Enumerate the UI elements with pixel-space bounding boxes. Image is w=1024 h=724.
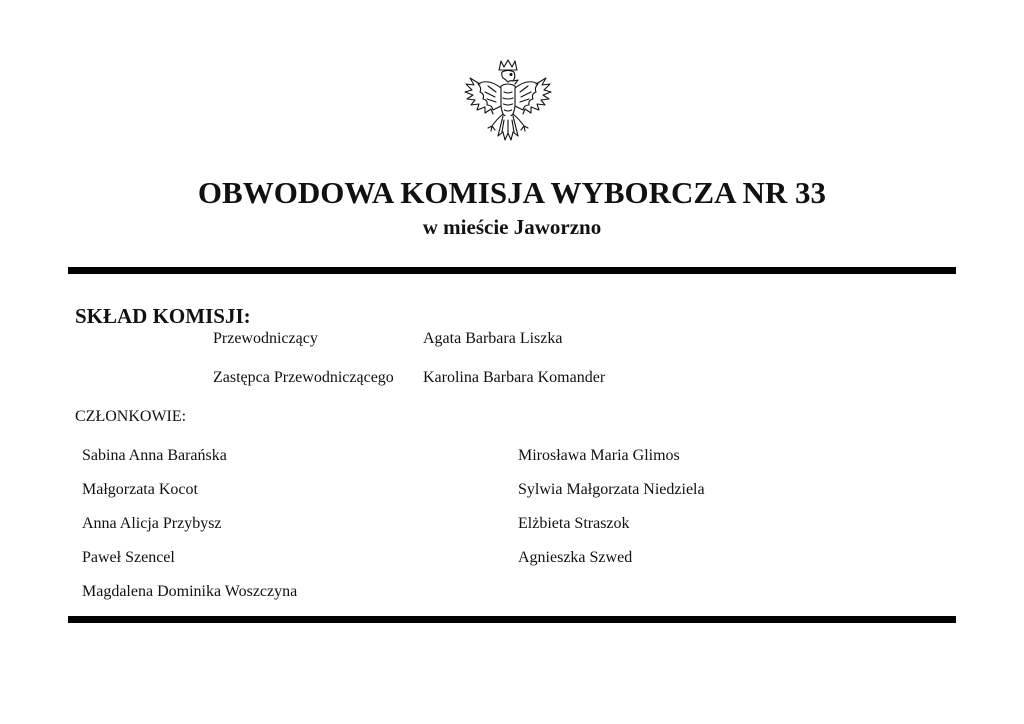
- member-name: Sylwia Małgorzata Niedziela: [518, 481, 705, 498]
- members-heading: CZŁONKOWIE:: [75, 408, 187, 425]
- role-person: Agata Barbara Liszka: [423, 330, 563, 347]
- member-name: Paweł Szencel: [82, 549, 175, 566]
- role-row-deputy-chair: [0, 367, 1024, 389]
- member-name: Anna Alicja Przybysz: [82, 515, 222, 532]
- polish-eagle-emblem-icon: [458, 58, 558, 158]
- member-name: Agnieszka Szwed: [518, 549, 633, 566]
- document-title: OBWODOWA KOMISJA WYBORCZA NR 33: [197, 175, 827, 210]
- top-divider: [68, 267, 956, 274]
- member-name: Elżbieta Straszok: [518, 515, 630, 532]
- document-subtitle: w mieście Jaworzno: [422, 215, 602, 239]
- member-name: Małgorzata Kocot: [82, 481, 198, 498]
- role-label: Zastępca Przewodniczącego: [213, 369, 394, 386]
- role-person: Karolina Barbara Komander: [423, 369, 606, 386]
- member-name: Magdalena Dominika Woszczyna: [82, 583, 298, 600]
- bottom-divider: [68, 616, 956, 623]
- role-label: Przewodniczący: [213, 330, 318, 347]
- role-row-chair: [0, 328, 1024, 350]
- member-name: Mirosława Maria Glimos: [518, 447, 680, 464]
- composition-heading: SKŁAD KOMISJI:: [75, 304, 251, 328]
- member-name: Sabina Anna Barańska: [82, 447, 227, 464]
